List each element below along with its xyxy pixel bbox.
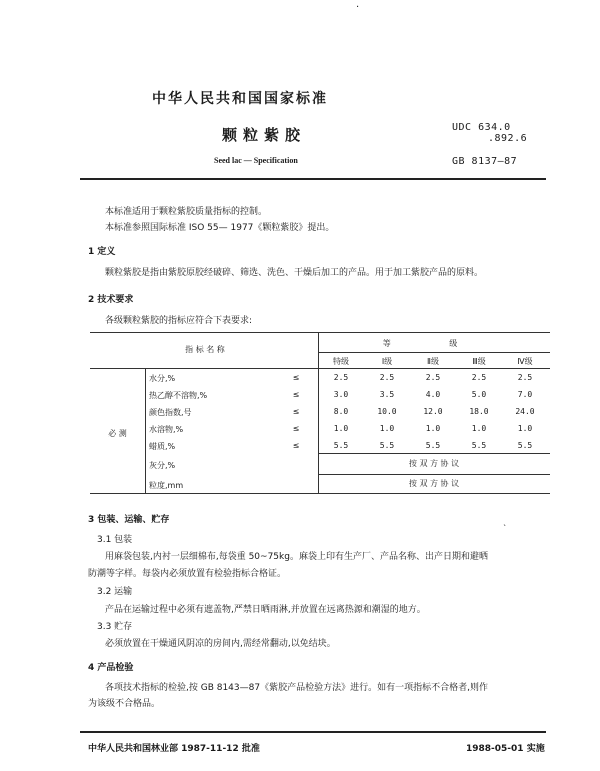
approval-line: 中华人民共和国林业部 1987-11-12 批准 (88, 744, 260, 754)
row-insoluble-g4: 7.0 (517, 390, 533, 399)
row-wax-name: 蜡质,% (149, 442, 176, 451)
row-moisture-op: ≤ (292, 373, 300, 382)
header-divider (80, 178, 546, 180)
row-insoluble-g2: 4.0 (425, 390, 441, 399)
section-2-heading: 2 技术要求 (88, 295, 134, 305)
row-wax-g4: 5.5 (517, 441, 533, 450)
row-color-special: 8.0 (333, 407, 349, 416)
row-wax-g2: 5.5 (425, 441, 441, 450)
header-bottom-line (90, 368, 550, 369)
section-1-text: 颗粒紫胶是指由紫胶原胶经破碎、筛选、洗色、干燥后加工的产品。用于加工紫胶产品的原料。 (105, 268, 484, 278)
section-3-3-heading: 3.3 贮存 (97, 622, 133, 632)
row-moisture-g2: 2.5 (425, 373, 441, 382)
row-moisture-special: 2.5 (333, 373, 349, 382)
udc-line-2: .892.6 (488, 133, 528, 144)
row-moisture-g3: 2.5 (471, 373, 487, 382)
row-wax-special: 5.5 (333, 441, 349, 450)
row-water-soluble-g3: 1.0 (471, 424, 487, 433)
item-name-header: 指 标 名 称 (185, 345, 225, 354)
row-water-soluble-g1: 1.0 (379, 424, 395, 433)
row-wax-g1: 5.5 (379, 441, 395, 450)
group-column-divider (145, 368, 146, 494)
row-insoluble-g3: 5.0 (471, 390, 487, 399)
row-water-soluble-op: ≤ (292, 424, 300, 433)
udc-code (452, 122, 527, 144)
intro-scope: 本标准适用于颗粒紫胶质量指标的控制。 (105, 207, 268, 217)
footer-divider (80, 731, 546, 733)
table-top-border (90, 332, 550, 333)
grade-4: Ⅳ级 (517, 357, 533, 366)
row-water-soluble-g2: 1.0 (425, 424, 441, 433)
effective-date: 1988-05-01 实施 (466, 744, 545, 754)
section-4-text-line-1: 各项技术指标的检验,按 GB 8143—87《紫胶产品检验方法》进行。如有一项指标不合格者,则作 (105, 683, 488, 693)
grade-special: 特级 (333, 357, 349, 366)
section-1-heading: 1 定义 (88, 247, 116, 257)
merged-row-line-1 (318, 453, 550, 454)
section-3-2-text: 产品在运输过程中必须有遮盖物,严禁日晒雨淋,并放置在远离热源和潮湿的地方。 (105, 605, 426, 615)
section-3-2-heading: 3.2 运输 (97, 587, 133, 597)
grade-3: Ⅲ级 (472, 357, 486, 366)
row-moisture-g4: 2.5 (517, 373, 533, 382)
specification-table (90, 332, 550, 494)
row-color-g2: 12.0 (423, 407, 443, 416)
standard-title: 中华人民共和国国家标准 (152, 91, 328, 107)
grade-2: Ⅱ级 (427, 357, 439, 366)
row-water-soluble-name: 水溶物,% (149, 425, 184, 434)
row-color-g4: 24.0 (515, 407, 535, 416)
row-color-g1: 10.0 (377, 407, 397, 416)
row-water-soluble-special: 1.0 (333, 424, 349, 433)
row-water-soluble-g4: 1.0 (517, 424, 533, 433)
row-color-op: ≤ (292, 407, 300, 416)
row-moisture-g1: 2.5 (379, 373, 395, 382)
row-particle-size-name: 粒度,mm (149, 481, 184, 490)
section-2-intro: 各级颗粒紫胶的指标应符合下表要求: (105, 316, 253, 326)
document-title-english: Seed lac — Specification (214, 156, 298, 165)
scan-mark: ˋ (503, 524, 507, 533)
row-color-name: 颜色指数,号 (149, 408, 192, 417)
intro-reference: 本标准参照国际标准 ISO 55— 1977《颗粒紫胶》提出。 (105, 223, 335, 233)
row-moisture-name: 水分,% (149, 374, 176, 383)
merged-row-line-2 (318, 474, 550, 475)
row-wax-g3: 5.5 (471, 441, 487, 450)
udc-line-1: UDC 634.0 (452, 122, 511, 133)
section-4-heading: 4 产品检验 (88, 663, 134, 673)
row-insoluble-special: 3.0 (333, 390, 349, 399)
section-3-1-text-line-2: 防潮等字样。每袋内必须放置有检验指标合格证。 (88, 569, 287, 579)
grade-1: Ⅰ级 (381, 357, 393, 366)
scan-speck: · (356, 2, 360, 13)
document-title: 颗粒紫胶 (222, 126, 307, 144)
row-insoluble-name: 热乙醇不溶物,% (149, 391, 208, 400)
section-3-heading: 3 包装、运输、贮存 (88, 515, 170, 525)
table-bottom-border (90, 493, 550, 494)
grade-subheader-line (318, 352, 550, 353)
section-3-1-text-line-1: 用麻袋包装,内衬一层细棉布,每袋重 50~75kg。麻袋上印有生产厂、产品名称、出产日期和避晒 (105, 552, 488, 562)
gb-number: GB 8137—87 (452, 156, 518, 167)
row-insoluble-op: ≤ (292, 390, 300, 399)
row-insoluble-g1: 3.5 (379, 390, 395, 399)
grade-header: 等 级 (382, 339, 486, 348)
row-ash-value: 按 双 方 协 议 (408, 459, 460, 468)
row-particle-size-value: 按 双 方 协 议 (408, 479, 460, 488)
section-3-1-heading: 3.1 包装 (97, 535, 133, 545)
row-ash-name: 灰分,% (149, 461, 176, 470)
row-color-g3: 18.0 (469, 407, 489, 416)
section-4-text-line-2: 为该级不合格品。 (88, 699, 161, 709)
section-3-3-text: 必须放置在干燥通风阴凉的房间内,需经常翻动,以免结块。 (105, 639, 336, 649)
row-wax-op: ≤ (292, 441, 300, 450)
group-label-mandatory: 必 测 (108, 429, 127, 438)
